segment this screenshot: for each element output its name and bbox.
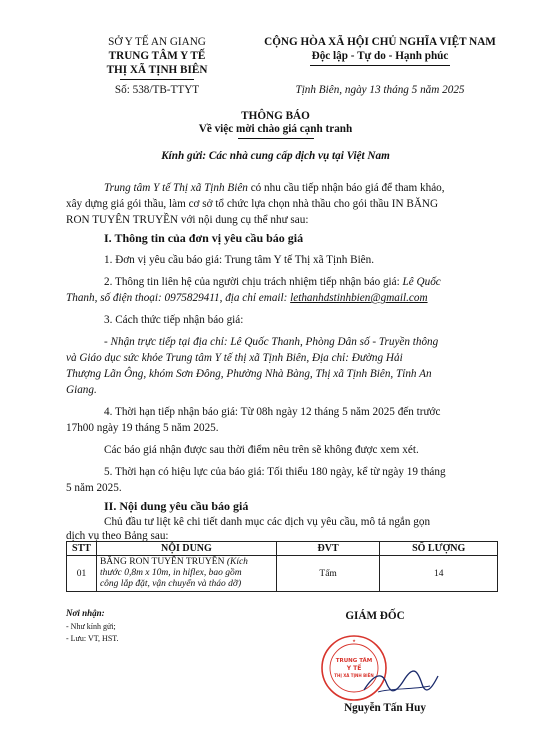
header-unit: ĐVT xyxy=(276,542,380,556)
row-content xyxy=(96,556,276,592)
subject-underline xyxy=(238,138,314,139)
row-stt: 01 xyxy=(67,556,97,592)
row-spec-1: (Kích xyxy=(226,557,248,567)
intro-line-3: RON TUYÊN TRUYỀN với nội dung cụ thể như sau: xyxy=(66,214,309,226)
intro-line-2: xây dựng giá gói thầu, làm cơ sở tổ chức lựa chọn nhà thầu cho gói thầu IN BĂNG xyxy=(66,198,439,210)
section-2-heading: II. Nội dung yêu cầu báo giá xyxy=(104,499,249,513)
table-header-row xyxy=(67,542,498,556)
section-2-intro-line-2: dịch vụ theo Bảng sau: xyxy=(66,530,169,542)
section-1-item-3-line-3: Thượng Lãn Ông, khóm Sơn Đông, Phường Nhà Bàng, Thị xã Tịnh Biên, Tỉnh An xyxy=(66,368,432,380)
row-unit: Tấm xyxy=(276,556,380,592)
section-1-item-5-line-1: 5. Thời hạn có hiệu lực của báo giá: Tối thiểu 180 ngày, kể từ ngày 19 tháng xyxy=(104,466,446,478)
signer-title: GIÁM ĐỐC xyxy=(345,610,405,622)
section-1-item-3: 3. Cách thức tiếp nhận báo giá: xyxy=(104,314,244,326)
place-date: Tịnh Biên, ngày 13 tháng 5 năm 2025 xyxy=(295,84,465,96)
intro-line-1-rest: có nhu cầu tiếp nhận báo giá để tham khảo, xyxy=(247,182,445,194)
row-spec-3: công lắp đặt, vận chuyển và tháo dỡ) xyxy=(99,579,242,589)
recipients-item-2: - Lưu: VT, HST. xyxy=(66,634,119,643)
header-content: NỘI DUNG xyxy=(96,542,276,556)
contact-email-link[interactable]: lethanhdstinhbien@gmail.com xyxy=(290,292,428,304)
section-1-item-4-line-2: 17h00 ngày 19 tháng 5 năm 2025. xyxy=(66,422,219,434)
section-1-item-4-note: Các báo giá nhận được sau thời điểm nêu trên sẽ không được xem xét. xyxy=(104,444,419,456)
recipient-line: Kính gửi: Các nhà cung cấp dịch vụ tại Việt Nam xyxy=(161,150,390,162)
intro-line-1 xyxy=(104,180,445,196)
document-subject: Về việc mời chào giá cạnh tranh xyxy=(198,123,353,135)
national-motto: Độc lập - Tự do - Hạnh phúc xyxy=(311,50,449,62)
org-name-2: THỊ XÃ TỊNH BIÊN xyxy=(106,64,208,76)
section-1-item-2-line-2 xyxy=(66,290,428,306)
motto-underline xyxy=(310,65,450,66)
contact-label: 2. Thông tin liên hệ của người chịu trách nhiệm tiếp nhận báo giá: xyxy=(104,276,403,288)
section-1-item-3-line-4: Giang. xyxy=(66,384,97,396)
recipients-item-1: - Như kính gửi; xyxy=(66,622,116,631)
contact-phone: Thanh, số điện thoại: 0975829411, địa chỉ email: xyxy=(66,292,291,304)
stamp-text-1: TRUNG TÂM xyxy=(335,658,373,664)
row-spec-2: thước 0,8m x 10m, in hiflex, bao gồm xyxy=(99,568,242,578)
section-1-item-3-line-1: - Nhận trực tiếp tại địa chỉ: Lê Quốc Thanh, Phòng Dân số - Truyền thông xyxy=(104,336,439,348)
svg-text:★: ★ xyxy=(352,638,356,643)
header-stt: STT xyxy=(67,542,97,556)
contact-name: Lê Quốc xyxy=(402,276,441,288)
table-row xyxy=(67,556,498,592)
section-1-item-3-line-2: và Giáo dục sức khỏe Trung tâm Y tế thị xã Tịnh Biên, Địa chỉ: Đường Hải xyxy=(66,352,403,364)
section-2-intro-line-1: Chủ đầu tư liệt kê chi tiết danh mục các dịch vụ yêu cầu, mô tả ngắn gọn xyxy=(104,516,431,528)
section-1-item-2-line-1 xyxy=(104,274,441,290)
header-quantity: SỐ LƯỢNG xyxy=(380,542,498,556)
intro-org: Trung tâm Y tế Thị xã Tịnh Biên xyxy=(104,182,248,194)
stamp-text-3: THỊ XÃ TỊNH BIÊN xyxy=(334,673,374,678)
section-1-item-4-line-1: 4. Thời hạn tiếp nhận báo giá: Từ 08h ngày 12 tháng 5 năm 2025 đến trước xyxy=(104,406,441,418)
org-underline xyxy=(120,79,194,80)
document-title: THÔNG BÁO xyxy=(241,110,310,122)
row-item-name: BĂNG RON TUYÊN TRUYỀN xyxy=(99,557,227,567)
recipients-title: Nơi nhận: xyxy=(66,608,105,618)
doc-number: Số: 538/TB-TTYT xyxy=(114,84,200,96)
row-quantity: 14 xyxy=(380,556,498,592)
section-1-item-1: 1. Đơn vị yêu cầu báo giá: Trung tâm Y tế Thị xã Tịnh Biên. xyxy=(104,254,375,266)
signature-icon xyxy=(360,668,440,698)
stamp-text-2: Y TẾ xyxy=(346,665,362,672)
org-name: TRUNG TÂM Y TẾ xyxy=(108,50,206,62)
org-parent: SỞ Y TẾ AN GIANG xyxy=(108,36,206,48)
signer-name: Nguyễn Tấn Huy xyxy=(344,702,426,714)
section-1-item-5-line-2: 5 năm 2025. xyxy=(66,482,122,494)
services-table xyxy=(66,541,498,592)
section-1-heading: I. Thông tin của đơn vị yêu cầu báo giá xyxy=(104,231,304,245)
national-title: CỘNG HÒA XÃ HỘI CHỦ NGHĨA VIỆT NAM xyxy=(264,36,496,48)
